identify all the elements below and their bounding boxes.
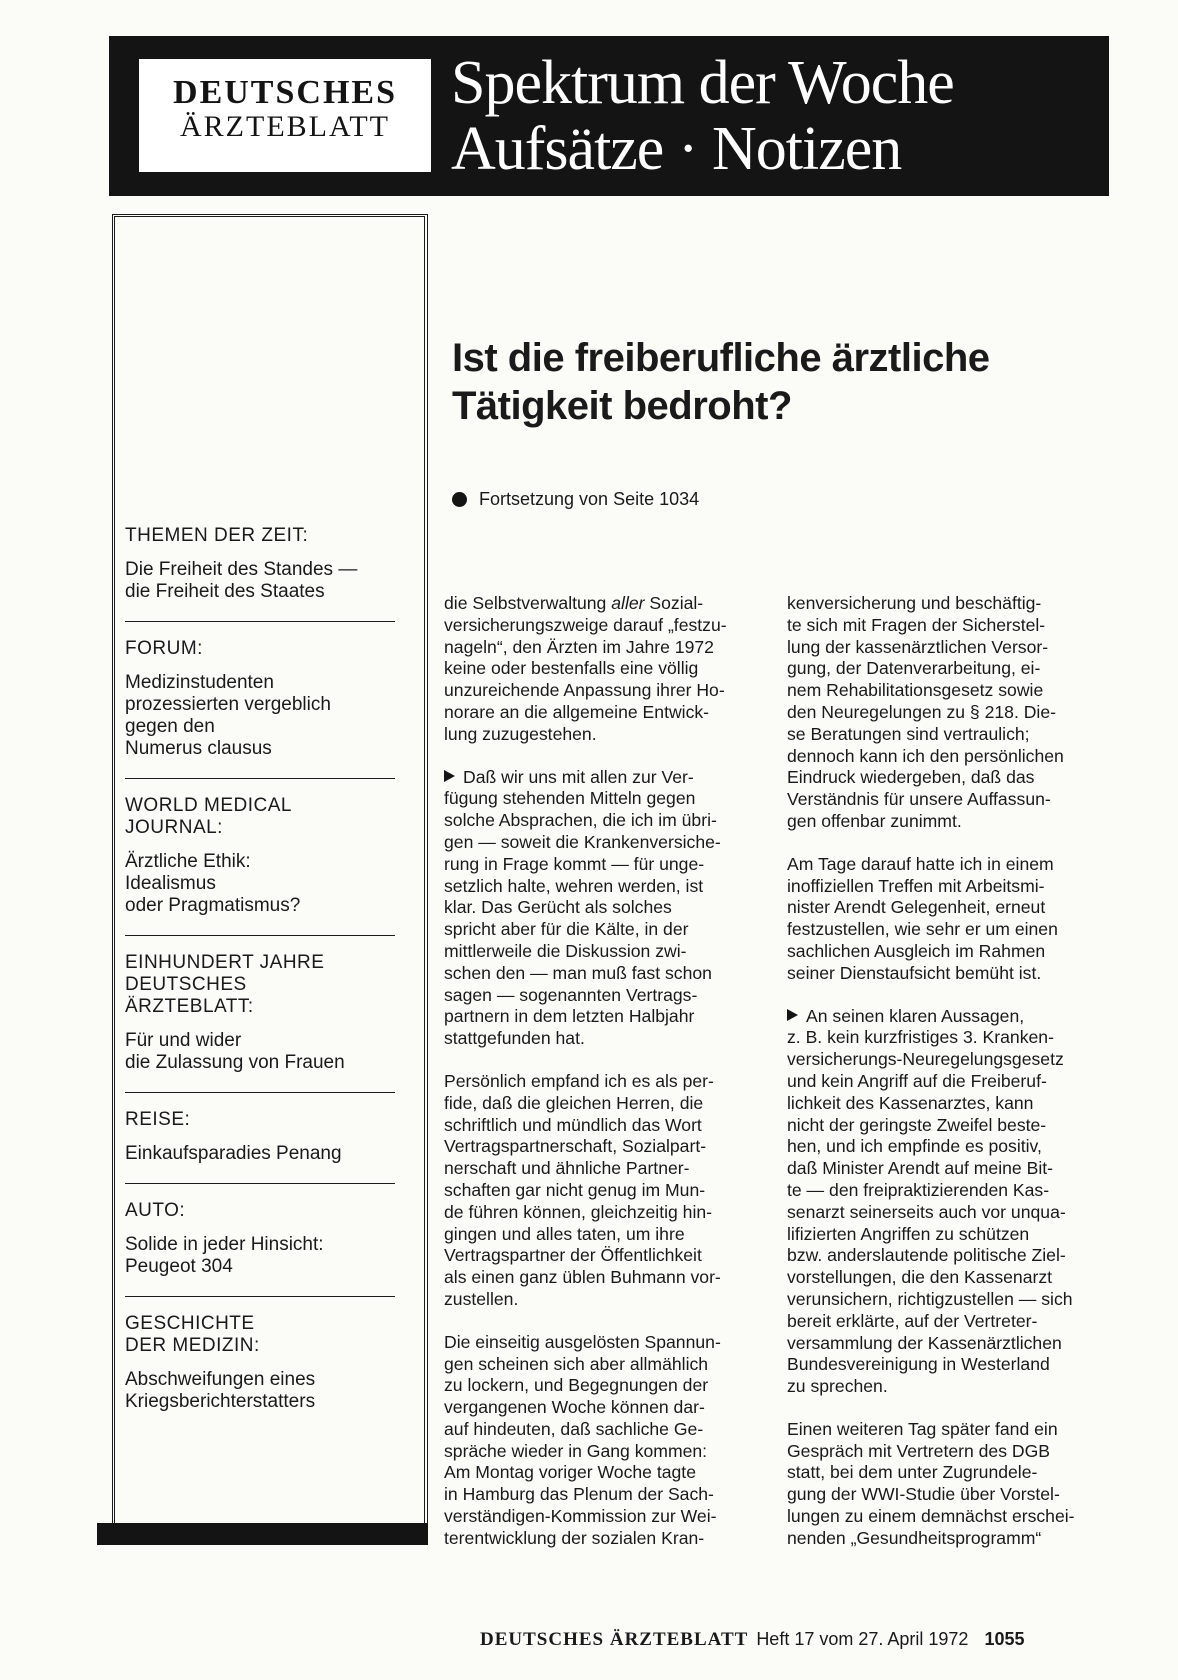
article-title: Ist die freiberufliche ärztliche Tätigkeit bedroht? <box>452 336 990 428</box>
paragraph-text: Sozial- versicherungszweige darauf „festzu- nageln“, den Ärzten im Jahre 1972 keine oder bestenfalls eine völlig unzureichende Anpassung ihrer Ho- norare an die allgemeine Entwick- lung zuzugestehen. <box>444 593 727 744</box>
toc-item[interactable]: Ärztliche Ethik: Idealismus oder Pragmatismus? <box>125 851 301 916</box>
triangle-bullet-icon <box>787 1009 798 1021</box>
toc-item[interactable]: Für und wider die Zulassung von Frauen <box>125 1030 345 1073</box>
article-column-2 <box>787 593 1099 1571</box>
toc-heading: AUTO: <box>125 1200 186 1221</box>
paragraph: Einen weiteren Tag später fand ein Gespräch mit Vertretern des DGB statt, bei dem unter Zugrundele- gung der WWI-Studie über Vorstel- lungen zu einem demnächst erschei- nenden „Gesundheitsprogramm“ <box>787 1418 1075 1548</box>
masthead <box>109 36 1109 196</box>
paragraph: Am Tage darauf hatte ich in einem inoffiziellen Treffen mit Arbeitsmi- nister Arendt Gelegenheit, erneut festzustellen, wie sehr er um einen sachlichen Ausgleich im Rahmen seiner Dienstaufsicht bemüht ist. <box>787 853 1058 983</box>
toc-section <box>125 525 395 621</box>
toc-heading: THEMEN DER ZEIT: <box>125 525 309 546</box>
footer-issue: Heft 17 vom 27. April 1972 <box>756 1629 969 1649</box>
paragraph <box>444 593 756 746</box>
paragraph: Die einseitig ausgelösten Spannun- gen scheinen sich aber allmählich zu lockern, und Begegnungen der vergangenen Woche können dar- auf hindeuten, daß sachliche Ge- spräche wieder in Gang kommen: Am Montag voriger Woche tagte in Hamburg das Plenum der Sach- verständigen-Kommission zur Wei- terentwicklung der sozialen Kran- <box>444 1331 721 1548</box>
toc-section <box>125 1092 395 1183</box>
page-number: 1055 <box>984 1629 1025 1649</box>
article-column-1 <box>444 593 756 1571</box>
toc-item[interactable]: Medizinstudenten prozessierten vergeblich gegen den Numerus clausus <box>125 672 331 759</box>
toc-heading: GESCHICHTE DER MEDIZIN: <box>125 1313 260 1356</box>
section-title-line-2: Aufsätze · Notizen <box>451 115 902 183</box>
toc-item[interactable]: Einkaufsparadies Penang <box>125 1143 342 1164</box>
paragraph-text: Daß wir uns mit allen zur Ver- fügung stehenden Mitteln gegen solche Absprachen, die ich im übri- gen — soweit die Krankenversiche- rung in Frage kommt — für unge- setzlich halte, wehren werden, ist klar. Das Gerücht als solches spricht aber für die Kälte, in der mittlerweile die Diskussion zwi- schen den — man muß fast schon sagen — sogenannten Vertrags- partnern in dem letzten Halbjahr stattgefunden hat. <box>444 766 721 1049</box>
paragraph <box>787 1006 1099 1398</box>
journal-logo <box>139 59 431 172</box>
toc-heading: WORLD MEDICAL JOURNAL: <box>125 795 292 838</box>
section-title <box>451 50 954 182</box>
logo-line-2: ÄRZTEBLATT <box>180 110 390 143</box>
toc-section <box>125 778 395 935</box>
contents-box-footer-bar <box>97 1523 428 1545</box>
continuation-text: Fortsetzung von Seite 1034 <box>479 489 700 509</box>
toc-section <box>125 1296 395 1431</box>
toc-section <box>125 621 395 778</box>
triangle-bullet-icon <box>444 770 455 782</box>
bullet-dot-icon <box>452 492 467 507</box>
toc-section <box>125 935 395 1092</box>
paragraph: Persönlich empfand ich es als per- fide, daß die gleichen Herren, die schriftlich und mündlich das Wort Vertragspartnerschaft, Sozialpart- nerschaft und ähnliche Partner- schaften gar nicht genug im Mun- de führen können, gleichzeitig hin- gingen und alles taten, um ihre Vertragspartner der Öffentlichkeit als einen ganz üblen Buhmann vor- zustellen. <box>444 1070 721 1309</box>
toc-heading: REISE: <box>125 1109 191 1130</box>
footer-publication: DEUTSCHES ÄRZTEBLATT <box>480 1629 749 1650</box>
paragraph-text: An seinen klaren Aussagen, z. B. kein kurzfristiges 3. Kranken- versicherungs-Neuregelungsgesetz und kein Angriff auf die Freiberuf- lichkeit des Kassenarztes, kann nicht der geringste Zweifel beste- hen, und ich empfinde es positiv, daß Minister Arendt auf meine Bit- te — den freipraktizierenden Kas- senarzt seinerseits auch vor unqua- lifizierten Angriffen zu schützen bzw. anderslautende politische Ziel- vorstellungen, die den Kassenarzt verunsichern, richtigzustellen — sich bereit erklärte, auf der Vertreter- versammlung der Kassenärztlichen Bundesvereinigung in Westerland zu sprechen. <box>787 1005 1073 1397</box>
paragraph: kenversicherung und beschäftig- te sich mit Fragen der Sicherstel- lung der kassenärztlichen Versor- gung, der Datenverarbeitung, ei- nem Rehabilitationsgesetz sowie den Neuregelungen zu § 218. Die- se Beratungen sind vertraulich; dennoch kann ich den persönlichen Eindruck wiedergeben, daß das Verständnis für unsere Auffassun- gen offenbar zunimmt. <box>787 593 1064 831</box>
section-title-line-1: Spektrum der Woche <box>451 49 954 117</box>
toc-item[interactable]: Die Freiheit des Standes — die Freiheit des Staates <box>125 559 358 602</box>
toc-section <box>125 1183 395 1296</box>
logo-line-1: DEUTSCHES <box>173 74 397 111</box>
paragraph-text: die Selbstverwaltung <box>444 593 612 613</box>
paragraph <box>444 767 756 1050</box>
toc-item[interactable]: Abschweifungen eines Kriegsberichterstatters <box>125 1369 316 1412</box>
emphasis-text: aller <box>611 593 645 613</box>
toc-item[interactable]: Solide in jeder Hinsicht: Peugeot 304 <box>125 1234 324 1277</box>
table-of-contents <box>125 525 395 1431</box>
continuation-note <box>452 488 699 510</box>
page-footer <box>480 1628 1024 1651</box>
toc-heading: EINHUNDERT JAHRE DEUTSCHES ÄRZTEBLATT: <box>125 952 325 1017</box>
toc-heading: FORUM: <box>125 638 203 659</box>
